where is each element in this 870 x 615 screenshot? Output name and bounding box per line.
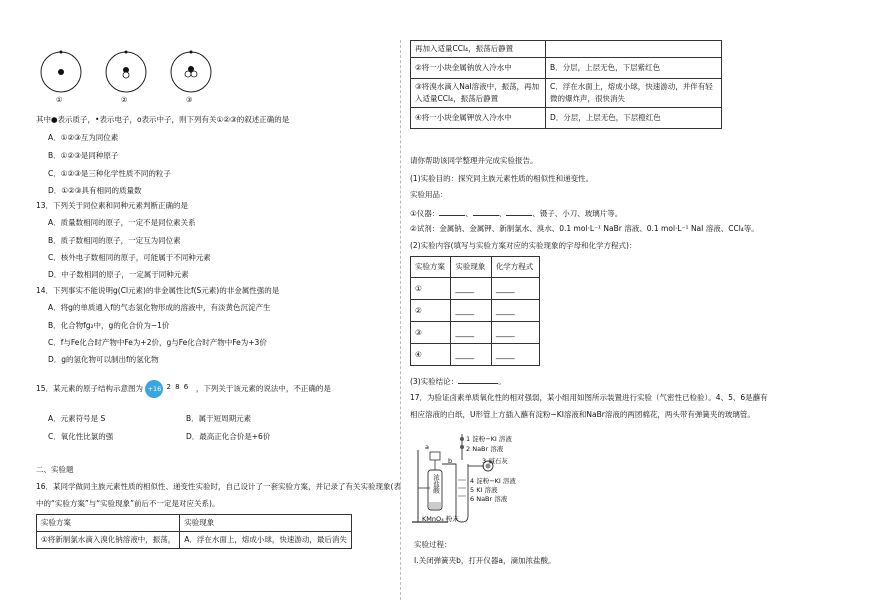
q17-stem-line2: 相应溶液的白纸，U形管上方插入蘸有淀粉−KI溶液和NaBr溶液的两团棉花，两头带有弹簧夹的玻璃管。 — [410, 410, 755, 419]
table-row — [411, 322, 540, 344]
atom-2-neutron — [123, 72, 129, 78]
answer-blank[interactable] — [458, 375, 498, 384]
q13-option-a: A．质量数相同的原子，一定不是同位素关系 — [48, 218, 196, 227]
table-cell: D．分层，上层无色，下层橙红色 — [546, 108, 722, 129]
label-b: b — [448, 457, 453, 465]
supplies-label: 实验用品： — [410, 190, 448, 199]
label-acid: 浓盐酸 — [432, 474, 440, 494]
answer-cell[interactable]: _____ — [451, 300, 491, 322]
label-4: 4 淀粉−KI 溶液 — [470, 477, 516, 485]
atom-3-label: ③ — [186, 96, 193, 104]
q12-option-c: C．①②③是三种化学性质不同的粒子 — [48, 169, 171, 178]
table-row — [411, 108, 722, 129]
q14-option-b: B．化合物fg₂中，g的化合价为−1价 — [48, 321, 170, 330]
q16-stem-line1: 16．某同学做同主族元素性质的相似性、递变性实验时，自己设计了一套实验方案，并记录了有关实验现象(表 — [36, 482, 401, 491]
label-a: a — [425, 443, 429, 451]
conclusion-tail: 。 — [498, 377, 506, 386]
answer-blank[interactable] — [439, 207, 465, 216]
label-6: 6 NaBr 溶液 — [470, 495, 508, 503]
q14-stem: 14．下列事实不能说明g(Cl元素)的非金属性比f(S元素)的非金属性强的是 — [36, 286, 280, 295]
table-cell: ③ — [411, 322, 451, 344]
content-line: (2)实验内容(填写与实验方案对应的实验现象的字母和化学方程式)： — [410, 241, 637, 250]
cotton-2 — [460, 445, 464, 449]
atom-1-proton — [58, 69, 64, 75]
table-row — [411, 58, 722, 79]
label-powder: KMnO₄ 粉末 — [422, 515, 459, 523]
q15-option-a: A．元素符号是 S — [48, 414, 106, 423]
reagents-line: ②试剂：金属钠、金属钾、新制氯水、溴水、0.1 mol·L⁻¹ NaBr 溶液、0.1 mol·L⁻¹ NaI 溶液、CCl₄等。 — [410, 224, 759, 233]
atom-3-electron — [190, 51, 193, 54]
table-cell: 再加入适量CCl₄，振荡后静置 — [411, 41, 546, 58]
label-2: 2 NaBr 溶液 — [466, 445, 504, 453]
label-1: 1 淀粉−KI 溶液 — [466, 435, 512, 443]
atom-3-neutron-b — [191, 71, 197, 77]
answer-cell[interactable]: _____ — [451, 344, 491, 366]
table-cell: ③将溴水滴入NaI溶液中，振荡，再加入适量CCl₄，振荡后静置 — [411, 79, 546, 108]
table-header-cell: 化学方程式 — [491, 257, 539, 278]
atom-1-electron — [60, 51, 63, 54]
atom-2-label: ② — [121, 96, 128, 104]
kmno4-powder — [429, 502, 441, 509]
table-cell: ① — [411, 278, 451, 300]
table-row — [411, 79, 722, 108]
conclusion-line — [410, 375, 506, 387]
table-cell: ①将新制氯水滴入溴化钠溶液中，振荡， — [37, 532, 180, 549]
q12-stem: 其中●表示质子，•表示电子，o表示中子，则下列有关①②③的叙述正确的是 — [36, 115, 290, 124]
report-table — [410, 256, 540, 366]
q17-stem-line1: 17．为验证卤素单质氧化性的相对强弱，某小组用如图所示装置进行实验（气密性已检验）。4、5、6是蘸有 — [410, 393, 768, 402]
answer-blank[interactable] — [473, 207, 499, 216]
answer-cell[interactable]: _____ — [491, 322, 539, 344]
q15-stem-pre: 15．某元素的原子结构示意图为 — [36, 384, 144, 393]
table-cell: ④ — [411, 344, 451, 366]
answer-cell[interactable]: _____ — [491, 300, 539, 322]
label-3: 3 碱石灰 — [482, 457, 508, 465]
table-cell: B．分层，上层无色，下层紫红色 — [546, 58, 722, 79]
q13-option-c: C．核外电子数相同的原子，可能属于不同种元素 — [48, 253, 211, 262]
table-header-cell: 实验现象 — [180, 515, 352, 532]
table-row — [411, 278, 540, 300]
atomic-structure-diagram — [145, 382, 193, 396]
answer-cell[interactable]: _____ — [491, 344, 539, 366]
answer-cell[interactable]: _____ — [451, 278, 491, 300]
q16-table-part2 — [410, 40, 722, 129]
q15-stem — [36, 382, 331, 396]
table-cell: C．浮在水面上，熔成小球，快速游动，并伴有轻微的爆炸声，很快消失 — [546, 79, 722, 108]
q14-option-a: A．将g的单质通入f的气态氢化物形成的溶液中，有淡黄色沉淀产生 — [48, 303, 271, 312]
table-row — [411, 41, 722, 58]
table-row — [411, 300, 540, 322]
aim-text: (1)实验目的：探究同主族元素性质的相似性和递变性。 — [410, 174, 594, 183]
q12-option-d: D．①②③具有相同的质量数 — [48, 186, 142, 195]
dropping-funnel — [430, 452, 440, 460]
conclusion-label: (3)实验结论： — [410, 377, 459, 386]
atom-1-label: ① — [56, 96, 63, 104]
table-cell: ④将一小块金属钾放入冷水中 — [411, 108, 546, 129]
atom-2-electron — [125, 51, 128, 54]
table-cell: ② — [411, 300, 451, 322]
q16-stem-line2: 中的“实验方案”与“实验现象”前后不一定是对应关系)。 — [36, 499, 220, 508]
nucleus-circle: +16 — [145, 380, 163, 398]
atom-3-neutron-a — [185, 71, 191, 77]
answer-cell[interactable]: _____ — [451, 322, 491, 344]
table-cell: ②将一小块金属钠放入冷水中 — [411, 58, 546, 79]
instruments-label: ①仪器： — [410, 209, 440, 218]
table-header-cell: 实验方案 — [411, 257, 451, 278]
answer-cell[interactable]: _____ — [491, 278, 539, 300]
q14-option-c: C．f与Fe化合时产物中Fe为+2价，g与Fe化合时产物中Fe为+3价 — [48, 338, 267, 347]
q15-option-b: B．属于短周期元素 — [186, 414, 252, 423]
table-header-row — [37, 515, 352, 532]
label-5: 5 KI 溶液 — [470, 486, 498, 494]
table-header-cell: 实验方案 — [37, 515, 180, 532]
table-header-cell: 实验现象 — [451, 257, 491, 278]
q13-stem: 13．下列关于同位素和同种元素判断正确的是 — [36, 201, 189, 210]
process-label: 实验过程： — [414, 540, 452, 549]
cotton-1 — [460, 437, 464, 441]
column-divider — [400, 40, 401, 600]
q13-option-d: D．中子数相同的原子，一定属于同种元素 — [48, 270, 189, 279]
step-1: Ⅰ.关闭弹簧夹b，打开仪器a，滴加浓盐酸。 — [414, 556, 556, 565]
table-row — [37, 532, 352, 549]
q15-option-d: D．最高正化合价是+6价 — [186, 432, 271, 441]
q12-option-a: A．①②③互为同位素 — [48, 133, 119, 142]
q14-option-d: D．g的氢化物可以制出f的氢化物 — [48, 355, 159, 364]
q13-option-b: B．质子数相同的原子，一定互为同位素 — [48, 236, 181, 245]
atom-diagrams — [36, 46, 216, 110]
q12-option-b: B．①②③是同种原子 — [48, 151, 119, 160]
section-heading: 二、实验题 — [36, 465, 74, 474]
electron-shells: 2 8 6 — [166, 383, 190, 391]
instruments-tail: 、镊子、小刀、玻璃片等。 — [532, 209, 623, 218]
q15-option-c: C．氧化性比氯的强 — [48, 432, 114, 441]
table-row — [411, 344, 540, 366]
table-cell: A．浮在水面上，熔成小球，快速游动，最后消失 — [180, 532, 352, 549]
table-cell — [546, 41, 722, 58]
apparatus-diagram — [412, 430, 532, 530]
answer-blank[interactable] — [506, 207, 532, 216]
q15-stem-post: ，下列关于该元素的说法中，不正确的是 — [195, 384, 331, 393]
instruments-line: ①仪器： 、 、 、镊子、小刀、玻璃片等。 — [410, 209, 623, 218]
help-text: 请你帮助该同学整理并完成实验报告。 — [410, 156, 538, 165]
table-header-row — [411, 257, 540, 278]
q16-table-part1 — [36, 514, 352, 549]
